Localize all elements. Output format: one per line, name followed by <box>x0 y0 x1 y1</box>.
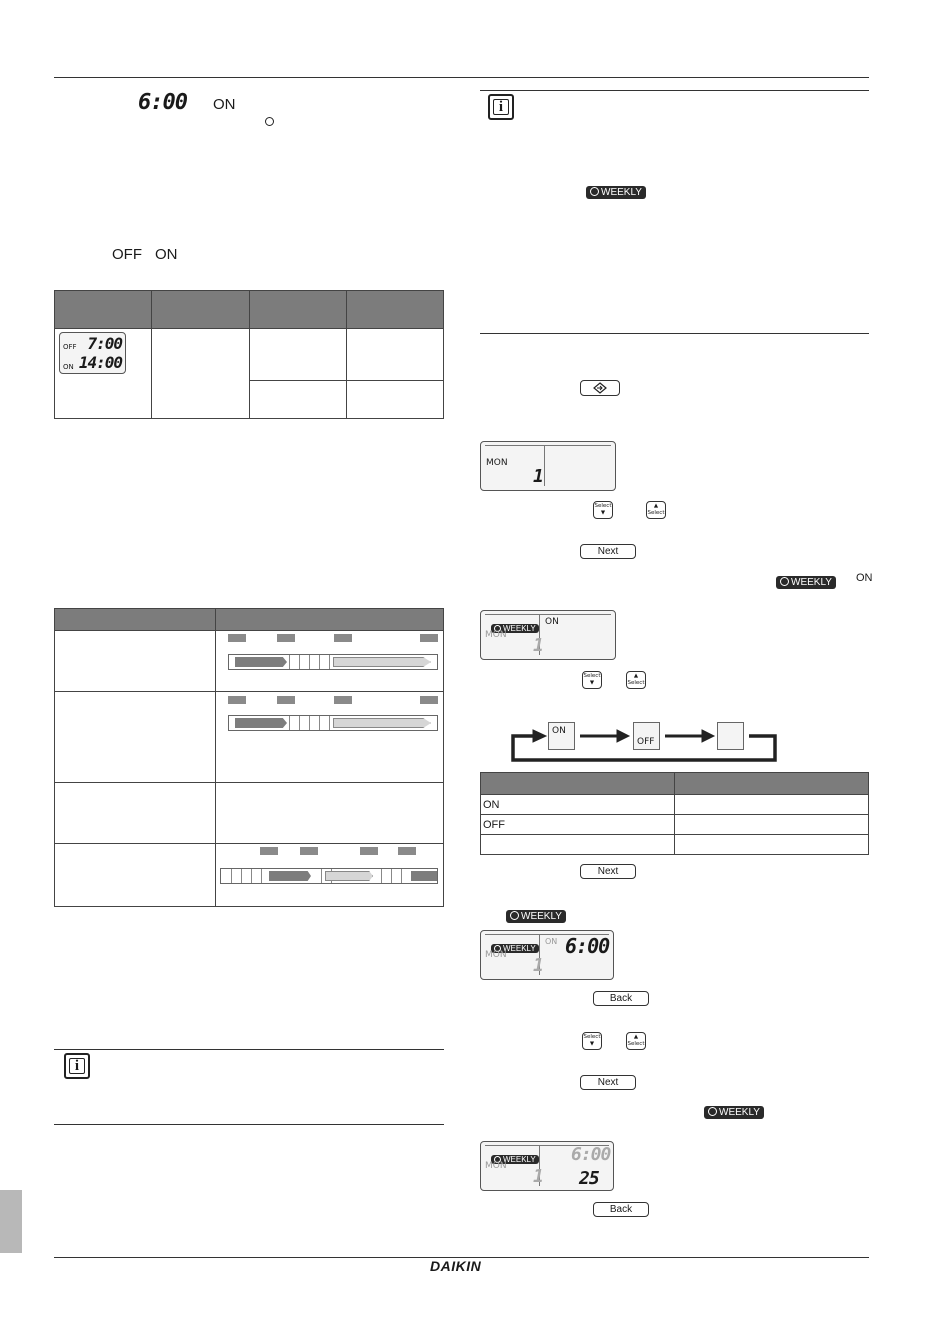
time-tag <box>334 696 352 704</box>
time-tag <box>277 634 295 642</box>
lcd1-day: MON <box>486 458 508 468</box>
lcd-screen-4 <box>480 1141 614 1191</box>
lcd3-day: MON <box>485 950 507 960</box>
lcd3-time: 6:00 <box>565 934 610 958</box>
t1-on-label: ON <box>63 363 74 371</box>
back-button[interactable]: Back <box>593 1202 649 1217</box>
cycle-arrows <box>505 720 785 765</box>
lcd2-on: ON <box>545 617 559 627</box>
t1-cell <box>249 329 346 381</box>
on-label: ON <box>856 572 873 584</box>
lcd2-weekly: WEEKLY <box>491 616 539 635</box>
lcd4-time: 6:00 <box>571 1144 611 1165</box>
side-tab <box>0 1190 22 1253</box>
time-tag <box>228 696 246 704</box>
time-tag <box>420 696 438 704</box>
lcd-screen-3 <box>480 930 614 980</box>
brand-logo: DAIKIN <box>430 1258 482 1274</box>
weekly-badge: WEEKLY <box>586 180 646 199</box>
off-label: OFF <box>112 246 142 263</box>
t1-cell <box>346 329 443 381</box>
schedule-table-1 <box>54 290 444 419</box>
cycle-box-on: ON <box>548 722 575 750</box>
select-down-button[interactable]: Select ▼ <box>582 1032 602 1050</box>
next-button[interactable]: Next <box>580 1075 636 1090</box>
t1-header <box>249 291 346 329</box>
lcd4-number: 1 <box>533 1166 543 1187</box>
action-row-label: OFF <box>481 815 675 835</box>
t1-off-time: 7:00 <box>87 334 122 353</box>
weekly-badge: WEEKLY <box>776 570 836 589</box>
t1-cell <box>249 381 346 419</box>
select-up-button[interactable]: ▲ Select <box>626 671 646 689</box>
next-button[interactable]: Next <box>580 544 636 559</box>
lcd4-weekly: WEEKLY <box>491 1147 539 1166</box>
info-icon: i <box>64 1053 90 1079</box>
cycle-box-off: OFF <box>633 722 660 750</box>
lcd3-weekly: WEEKLY <box>491 936 539 955</box>
tl-row-label <box>55 844 216 907</box>
off-period-arrow <box>325 871 373 881</box>
action-row-value <box>675 815 869 835</box>
timeline-bar <box>228 654 438 670</box>
action-row-value <box>675 835 869 855</box>
t1-header <box>152 291 249 329</box>
menu-enter-button[interactable] <box>580 380 620 396</box>
lcd-screen-2 <box>480 610 616 660</box>
time-tag <box>277 696 295 704</box>
tl-header <box>55 609 216 631</box>
tl-row-graphic <box>216 783 444 844</box>
action-table-header <box>675 773 869 795</box>
off-period-arrow <box>333 657 431 667</box>
t1-lcd <box>59 332 126 374</box>
t1-on-time: 14:00 <box>78 353 122 372</box>
lcd4-day: MON <box>485 1161 507 1171</box>
note-rule-top-right <box>480 90 869 91</box>
back-button[interactable]: Back <box>593 991 649 1006</box>
t1-cell <box>152 329 249 419</box>
action-row-label <box>481 835 675 855</box>
timeline-bar <box>228 715 438 731</box>
on-label: ON <box>213 96 236 113</box>
timer-icon <box>265 117 274 126</box>
time-tag <box>360 847 378 855</box>
lcd-screen-1 <box>480 441 616 491</box>
select-down-button[interactable]: Select ▼ <box>582 671 602 689</box>
note-rule-top <box>54 1049 444 1050</box>
tl-row-label <box>55 631 216 692</box>
timeline-table <box>54 608 444 907</box>
time-tag <box>398 847 416 855</box>
lcd4-temp: 25 <box>579 1168 599 1189</box>
header-rule <box>54 77 869 78</box>
time-tag <box>300 847 318 855</box>
on-period-block <box>411 871 437 881</box>
weekly-badge: WEEKLY <box>704 1100 764 1119</box>
time-tag <box>260 847 278 855</box>
action-row-value <box>675 795 869 815</box>
off-period-arrow <box>333 718 431 728</box>
on-period-arrow <box>235 657 287 667</box>
tl-row-graphic <box>216 692 444 783</box>
action-table <box>480 772 869 855</box>
on-period-arrow <box>269 871 311 881</box>
t1-header <box>346 291 443 329</box>
on-period-arrow <box>235 718 287 728</box>
weekly-badge: WEEKLY <box>506 904 566 923</box>
select-up-button[interactable]: ▲ Select <box>646 501 666 519</box>
lcd3-on: ON <box>545 937 558 946</box>
select-down-button[interactable]: Select ▼ <box>593 501 613 519</box>
info-icon: i <box>488 94 514 120</box>
action-row-label: ON <box>481 795 675 815</box>
on-label-2: ON <box>155 246 178 263</box>
next-button[interactable]: Next <box>580 864 636 879</box>
time-tag <box>228 634 246 642</box>
time-tag <box>420 634 438 642</box>
tl-header <box>216 609 444 631</box>
note-rule-bottom-right <box>480 333 869 334</box>
t1-off-label: OFF <box>63 343 77 351</box>
tl-row-label <box>55 692 216 783</box>
lcd1-number: 1 <box>533 466 543 487</box>
time-tag <box>334 634 352 642</box>
lcd3-number: 1 <box>533 955 543 976</box>
t1-display-cell <box>55 329 152 419</box>
tl-row-label <box>55 783 216 844</box>
action-table-header <box>481 773 675 795</box>
note-rule-bottom <box>54 1124 444 1125</box>
lcd2-day: MON <box>485 630 507 640</box>
select-up-button[interactable]: ▲ Select <box>626 1032 646 1050</box>
t1-cell <box>346 381 443 419</box>
time-display: 6:00 <box>138 90 187 115</box>
lcd2-number: 1 <box>533 635 543 656</box>
t1-header <box>55 291 152 329</box>
timeline-bar <box>220 868 438 884</box>
